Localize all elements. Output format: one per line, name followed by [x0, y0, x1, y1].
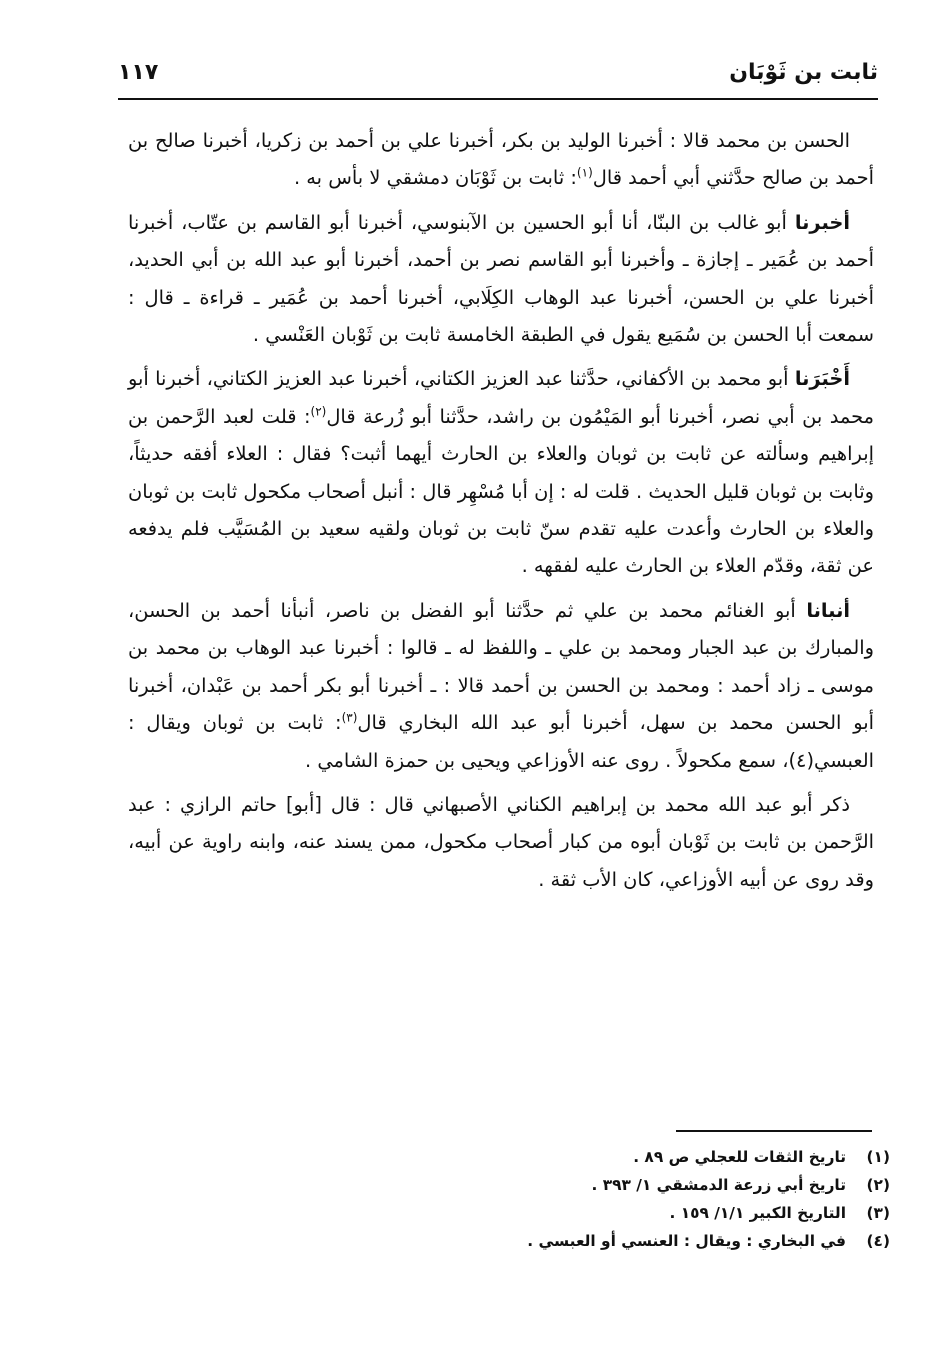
paragraph: الحسن بن محمد قالا : أخبرنا الوليد بن بكر، أخبرنا علي بن أحمد بن زكريا، أخبرنا صالح بن أحمد بن صالح حدَّثني أبي أحمد قال$^{(١)}$: ثابت بن ثَوْبَان دمشقي لا بأس به .: [128, 129, 874, 190]
paragraph: أخبرنا أبو غالب بن البنّا، أنا أبو الحسين بن الآبنوسي، أخبرنا أبو القاسم بن عتّاب، أخبرنا أحمد بن عُمَير ـ إجازة ـ وأخبرنا أبو القاسم نصر بن أحمد، أخبرنا أبو عبد الله بن أبي الحديد، أخبرنا علي بن الحسن، أخبرنا عبد الوهاب الكِلَابي، أخبرنا أحمد بن عُمَير ـ قراءة ـ قال : سمعت أبا الحسن بن سُمَيع يقول في الطبقة الخامسة ثابت بن ثَوْبان العَنْسي .: [128, 210, 874, 347]
footnote-ref: (١): [576, 165, 593, 180]
page-header: [118, 58, 878, 100]
footnote-ref: (٣): [341, 710, 358, 725]
footnote: (٤) في البخاري : ويقال : العنسي أو العبسي .: [527, 1232, 890, 1250]
running-title: ثابت بن ثَوْبَان: [729, 60, 878, 85]
paragraph: ذكر أبو عبد الله محمد بن إبراهيم الكناني الأصبهاني قال : قال [أبو] حاتم الرازي : عبد الرَّحمن بن ثابت بن ثَوْبان أبوه من كبار أصحاب مكحول، ممن يسند عنه، وابنه راوية عن أبيه، وقد روى عن أبيه الأوزاعي، كان الأب ثقة .: [128, 792, 874, 891]
footnote-ref: (٢): [310, 404, 327, 419]
paragraph: أنبانا أبو الغنائم محمد بن علي ثم حدَّثنا أبو الفضل بن ناصر، أنبأنا أحمد بن الحسن، والمبارك بن عبد الجبار ومحمد بن علي ـ واللفظ له ـ قالوا : أخبرنا عبد الوهاب بن محمد بن موسى ـ زاد أحمد : ومحمد بن الحسن بن أحمد قالا : ـ أخبرنا أبو بكر أحمد بن عَبْدان، أخبرنا أبو الحسن محمد بن سهل، أخبرنا أبو عبد الله البخاري قال$^{(٣)}$: ثابت بن ثوبان ويقال : العبسي(٤)، سمع مكحولاً . روى عنه الأوزاعي ويحيى بن حمزة الشامي .: [128, 598, 874, 772]
footnote-divider: [676, 1130, 872, 1132]
footnote: (١) تاريخ الثقات للعجلي ص ٨٩ .: [633, 1148, 890, 1166]
footnote: (٣) التاريخ الكبير ١/١/ ١٥٩ .: [669, 1204, 890, 1222]
paragraph-lead: أخبرنا: [794, 210, 850, 234]
paragraph: أَخْبَرَنا أبو محمد بن الأكفاني، حدَّثنا عبد العزيز الكتاني، أخبرنا عبد العزيز الكتاني، أخبرنا أبو محمد بن أبي نصر، أخبرنا أبو المَيْمُون بن راشد، حدَّثنا أبو زُرعة قال$^{(٢)}$: قلت لعبد الرَّحمن بن إبراهيم وسألته عن ثابت بن ثوبان والعلاء بن الحارث أيهما أثبت؟ فقال : العلاء أفقه حديثاً، وثابت بن ثوبان قليل الحديث . قلت له : إن أبا مُسْهِر قال : أنبل أصحاب مكحول ثابت بن ثوبان والعلاء بن الحارث وأعدت عليه تقدم سنّ ثابت بن ثوبان ولقيه سعيد بن المُسَيَّب فلم يدفعه عن ثقة، وقدّم العلاء بن الحارث عليه لفقهه .: [128, 367, 874, 578]
main-text: [128, 122, 874, 905]
paragraph-lead: أَخْبَرَنا: [794, 367, 850, 391]
footnotes: [128, 1143, 890, 1255]
page-number: ١١٧: [118, 60, 159, 85]
paragraph-lead: أنبانا: [806, 598, 850, 622]
footnote: (٢) تاريخ أبي زرعة الدمشقي ١/ ٣٩٣ .: [591, 1176, 890, 1194]
